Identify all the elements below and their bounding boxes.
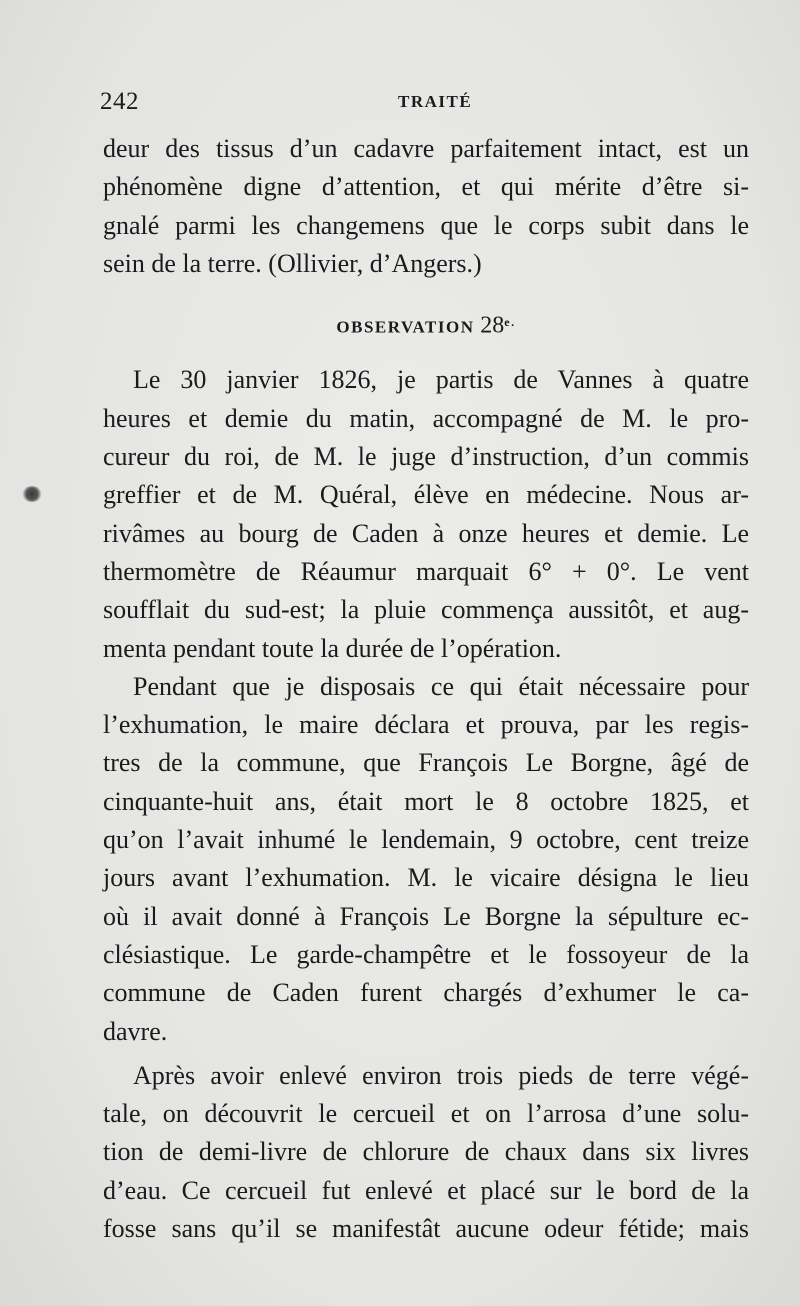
paragraph xyxy=(103,668,749,1051)
text-line: tion de demi-livre de chlorure de chaux dans six livres xyxy=(103,1137,749,1167)
page-header xyxy=(100,84,752,124)
text-line: tale, on découvrit le cercueil et on l’arrosa d’une solu- xyxy=(103,1099,749,1129)
text-line: où il avait donné à François Le Borgne la sépulture ec- xyxy=(103,901,749,931)
section-heading-number: 28 xyxy=(480,312,505,339)
text-line: greffier et de M. Quéral, élève en médecine. Nous ar- xyxy=(103,480,749,510)
text-line: soufflait du sud-est; la pluie commença aussitôt, et aug- xyxy=(103,595,749,625)
text-line: Le 30 janvier 1826, je partis de Vannes à quatre xyxy=(133,365,749,395)
section-heading-suffix: e. xyxy=(504,315,516,330)
text-line: commune de Caden furent chargés d’exhumer le ca- xyxy=(103,978,749,1008)
text-line: menta pendant toute la durée de l’opération. xyxy=(103,633,562,663)
text-line: cinquante-huit ans, était mort le 8 octobre 1825, et xyxy=(103,786,749,816)
body-text xyxy=(103,130,749,1248)
paragraph xyxy=(103,361,749,667)
ink-smudge xyxy=(22,486,42,502)
text-line: Après avoir enlevé environ trois pieds de terre végé- xyxy=(133,1060,749,1090)
paragraph xyxy=(103,1057,749,1248)
text-line: davre. xyxy=(103,1016,168,1046)
text-line: phénomène digne d’attention, et qui mérite d’être si- xyxy=(103,172,749,202)
section-heading xyxy=(103,303,749,341)
text-line: sein de la terre. (Ollivier, d’Angers.) xyxy=(103,248,482,278)
text-line: heures et demie du matin, accompagné de M. le pro- xyxy=(103,403,749,433)
paragraph-continued xyxy=(103,130,749,283)
text-line: l’exhumation, le maire déclara et prouva, par les regis- xyxy=(103,710,749,740)
text-line: d’eau. Ce cercueil fut enlevé et placé sur le bord de la xyxy=(103,1175,749,1205)
text-line: jours avant l’exhumation. M. le vicaire désigna le lieu xyxy=(103,863,749,893)
text-line: fosse sans qu’il se manifestât aucune odeur fétide; mais xyxy=(103,1214,749,1244)
text-line: tres de la commune, que François Le Borgne, âgé de xyxy=(103,748,749,778)
text-line: cureur du roi, de M. le juge d’instruction, d’un commis xyxy=(103,442,749,472)
page-number: 242 xyxy=(100,88,139,115)
text-line: deur des tissus d’un cadavre parfaitement intact, est un xyxy=(103,134,749,163)
text-line: clésiastique. Le garde-champêtre et le fossoyeur de la xyxy=(103,939,749,969)
section-heading-label: OBSERVATION xyxy=(336,317,475,337)
text-line: thermomètre de Réaumur marquait 6° + 0°. Le vent xyxy=(103,556,749,586)
running-title: TRAITÉ xyxy=(398,92,473,111)
text-line: qu’on l’avait inhumé le lendemain, 9 octobre, cent treize xyxy=(103,825,749,855)
text-line: Pendant que je disposais ce qui était nécessaire pour xyxy=(133,671,749,701)
text-line: gnalé parmi les changemens que le corps subit dans le xyxy=(103,210,749,240)
text-line: rivâmes au bourg de Caden à onze heures et demie. Le xyxy=(103,518,749,548)
